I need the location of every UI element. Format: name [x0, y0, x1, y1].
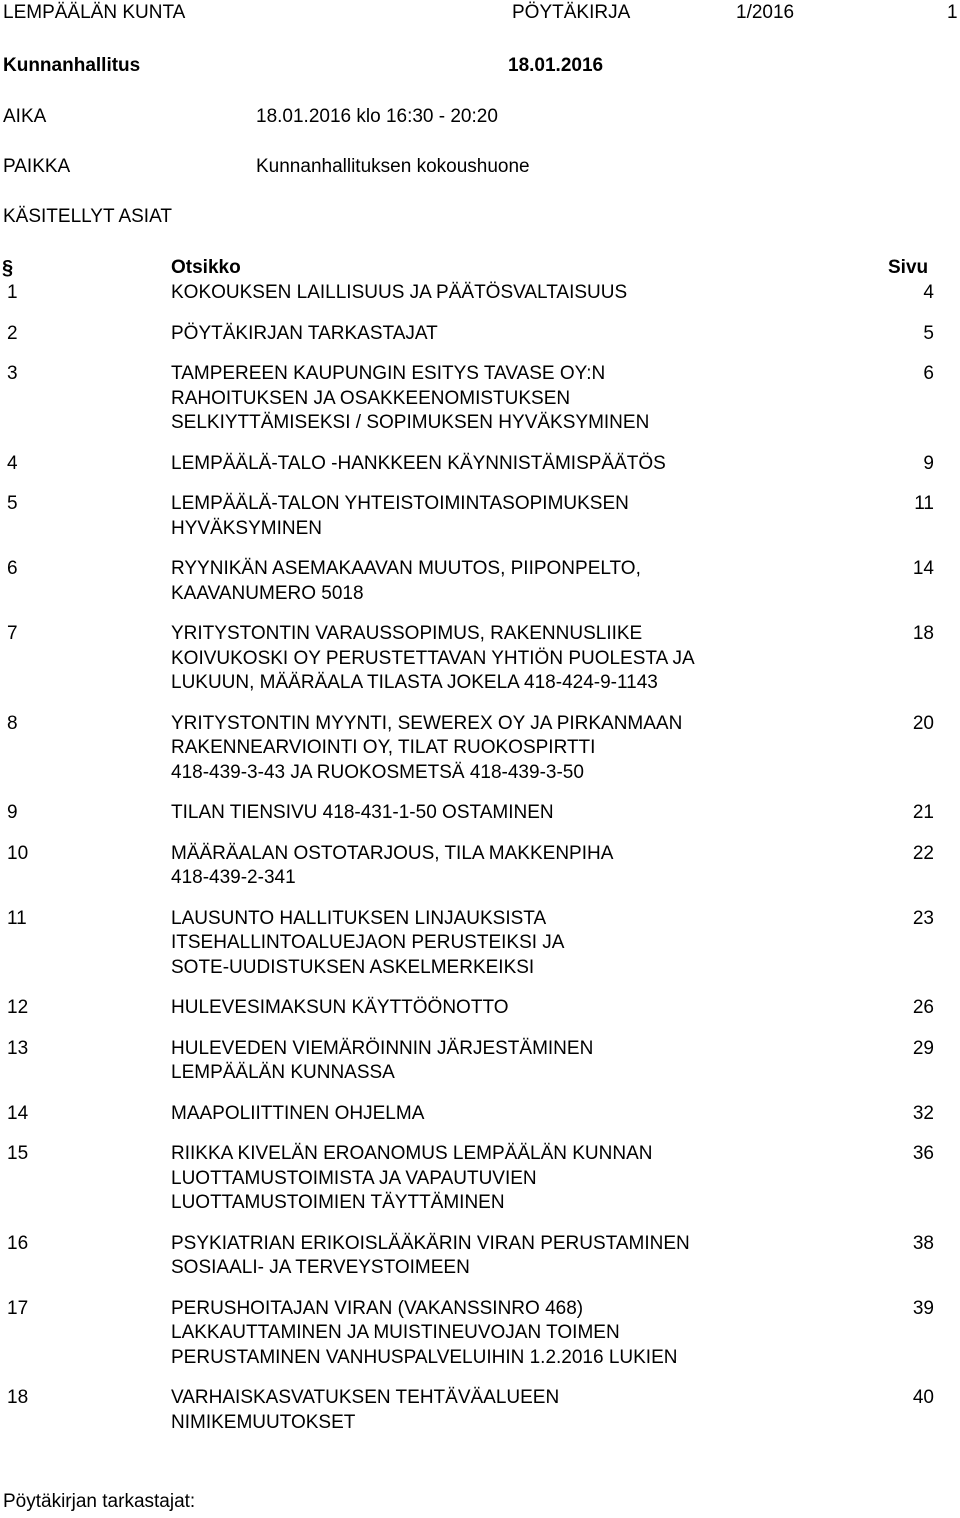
agenda-item-title: LEMPÄÄLÄ-TALO -HANKKEEN KÄYNNISTÄMISPÄÄTÖS [171, 452, 666, 474]
agenda-item-title: RIIKKA KIVELÄN EROANOMUS LEMPÄÄLÄN KUNNAN LUOTTAMUSTOIMISTA JA VAPAUTUVIEN LUOTTAMUSTOIMIEN TÄYTTÄMINEN [171, 1143, 653, 1213]
agenda-item-number: 15 [7, 1143, 29, 1164]
organization-name: LEMPÄÄLÄN KUNTA [3, 2, 186, 23]
agenda-item-title: YRITYSTONTIN VARAUSSOPIMUS, RAKENNUSLIIKE KOIVUKOSKI OY PERUSTETTAVAN YHTIÖN PUOLESTA JA LUKUUN, MÄÄRÄALA TILASTA JOKELA 418-424-9-1143 [171, 623, 695, 693]
agenda-item [0, 1142, 960, 1216]
agenda-item-title: PSYKIATRIAN ERIKOISLÄÄKÄRIN VIRAN PERUSTAMINEN SOSIAALI- JA TERVEYSTOIMEEN [171, 1232, 690, 1278]
agenda-item-number: 3 [7, 363, 18, 384]
signers-label: Pöytäkirjan tarkastajat: [3, 1491, 196, 1512]
agenda-item-number: 11 [7, 907, 27, 929]
agenda-item [0, 1232, 960, 1281]
agenda-item-number: 13 [7, 1037, 29, 1059]
time-value: 18.01.2016 klo 16:30 - 20:20 [256, 106, 498, 127]
place-value: Kunnanhallituksen kokoushuone [256, 156, 530, 177]
agenda-item [0, 1037, 960, 1086]
agenda-item [0, 622, 960, 696]
agenda-item-page: 40 [912, 1387, 934, 1408]
agenda-item-number: 12 [7, 997, 29, 1018]
agenda-item-number: 14 [7, 1102, 29, 1124]
section-sign-icon: § [2, 257, 14, 279]
agenda-item-number: 8 [7, 712, 18, 734]
column-header-page: Sivu [888, 257, 929, 278]
agenda-item-page: 32 [912, 1102, 934, 1124]
agenda-item-page: 14 [912, 558, 934, 579]
agenda-item-page: 6 [923, 363, 934, 384]
agenda-item [0, 452, 960, 477]
agenda-item-page: 38 [912, 1232, 934, 1254]
page-number: 1 [947, 2, 958, 23]
agenda-item-title: VARHAISKASVATUKSEN TEHTÄVÄALUEEN NIMIKEMUUTOKSET [171, 1387, 560, 1433]
agenda-item-title: TILAN TIENSIVU 418-431-1-50 OSTAMINEN [171, 802, 554, 823]
agenda-item-page: 9 [923, 452, 934, 474]
time-label: AIKA [3, 106, 47, 127]
agenda-item-page: 39 [912, 1297, 934, 1319]
agenda-item-title: HULEVESIMAKSUN KÄYTTÖÖNOTTO [171, 997, 509, 1018]
document-number: 1/2016 [736, 2, 795, 23]
place-label: PAIKKA [3, 156, 71, 177]
agenda-item-page: 36 [912, 1143, 934, 1164]
agenda-item [0, 492, 960, 541]
agenda-item-number: 4 [7, 452, 18, 474]
agenda-item-number: 18 [7, 1387, 29, 1408]
agenda-item-title: MAAPOLIITTINEN OHJELMA [171, 1102, 425, 1124]
agenda-item [0, 1386, 960, 1435]
column-header-title: Otsikko [171, 257, 241, 278]
agenda-item-page: 21 [912, 802, 934, 823]
agenda-item [0, 801, 960, 826]
agenda-item [0, 712, 960, 786]
agenda-item [0, 1297, 960, 1371]
agenda-item-page: 11 [914, 493, 934, 514]
agenda-item-page: 26 [912, 997, 934, 1018]
agenda-item [0, 557, 960, 606]
agenda-item [0, 362, 960, 436]
agenda-item-page: 22 [912, 842, 934, 864]
agenda-item-number: 5 [7, 493, 18, 514]
agenda-item-number: 2 [7, 322, 18, 344]
agenda-item-number: 16 [7, 1232, 29, 1254]
agenda-item-title: LEMPÄÄLÄ-TALON YHTEISTOIMINTASOPIMUKSEN HYVÄKSYMINEN [171, 493, 629, 539]
agenda-item-number: 6 [7, 558, 18, 579]
agenda-item-title: YRITYSTONTIN MYYNTI, SEWEREX OY JA PIRKANMAAN RAKENNEARVIOINTI OY, TILAT RUOKOSPIRTTI 418-439-3-43 JA RUOKOSMETSÄ 418-439-3-50 [171, 712, 683, 783]
agenda-item-page: 29 [912, 1037, 934, 1059]
agenda-item [0, 322, 960, 347]
agenda-item-page: 23 [912, 907, 934, 929]
agenda-item-title: PÖYTÄKIRJAN TARKASTAJAT [171, 322, 438, 344]
agenda-item-title: KOKOUKSEN LAILLISUUS JA PÄÄTÖSVALTAISUUS [171, 282, 628, 303]
agenda-item-page: 5 [923, 322, 934, 344]
agenda-item [0, 907, 960, 981]
meeting-date: 18.01.2016 [508, 55, 604, 76]
agenda-item-title: MÄÄRÄALAN OSTOTARJOUS, TILA MAKKENPIHA 418-439-2-341 [171, 842, 614, 888]
document-type: PÖYTÄKIRJA [512, 2, 631, 23]
agenda-item-title: TAMPEREEN KAUPUNGIN ESITYS TAVASE OY:N RAHOITUKSEN JA OSAKKEENOMISTUKSEN SELKIYTTÄMISEKSI / SOPIMUKSEN HYVÄKSYMINEN [171, 363, 650, 433]
agenda-item [0, 996, 960, 1021]
agenda-item-page: 18 [912, 623, 934, 644]
agenda-heading: KÄSITELLYT ASIAT [3, 206, 172, 227]
agenda-item-number: 17 [7, 1297, 29, 1319]
agenda-item-page: 4 [923, 282, 934, 303]
agenda-item [0, 1102, 960, 1127]
agenda-item-number: 7 [7, 623, 18, 644]
agenda-item [0, 842, 960, 891]
agenda-item-title: RYYNIKÄN ASEMAKAAVAN MUUTOS, PIIPONPELTO, KAAVANUMERO 5018 [171, 558, 641, 604]
agenda-item-number: 10 [7, 842, 29, 864]
governing-body: Kunnanhallitus [3, 55, 141, 76]
agenda-item-number: 1 [7, 282, 18, 303]
agenda-item-number: 9 [7, 802, 18, 823]
agenda-item [0, 281, 960, 306]
agenda-item-page: 20 [912, 712, 934, 734]
agenda-item-title: LAUSUNTO HALLITUKSEN LINJAUKSISTA ITSEHALLINTOALUEJAON PERUSTEIKSI JA SOTE-UUDISTUKSEN ASKELMERKEIKSI [171, 907, 565, 978]
agenda-item-title: PERUSHOITAJAN VIRAN (VAKANSSINRO 468) LAKKAUTTAMINEN JA MUISTINEUVOJAN TOIMEN PERUSTAMINEN VANHUSPALVELUIHIN 1.2.2016 LUKIEN [171, 1297, 678, 1368]
agenda-item-title: HULEVEDEN VIEMÄRÖINNIN JÄRJESTÄMINEN LEMPÄÄLÄN KUNNASSA [171, 1037, 594, 1083]
agenda-list [0, 281, 960, 1451]
